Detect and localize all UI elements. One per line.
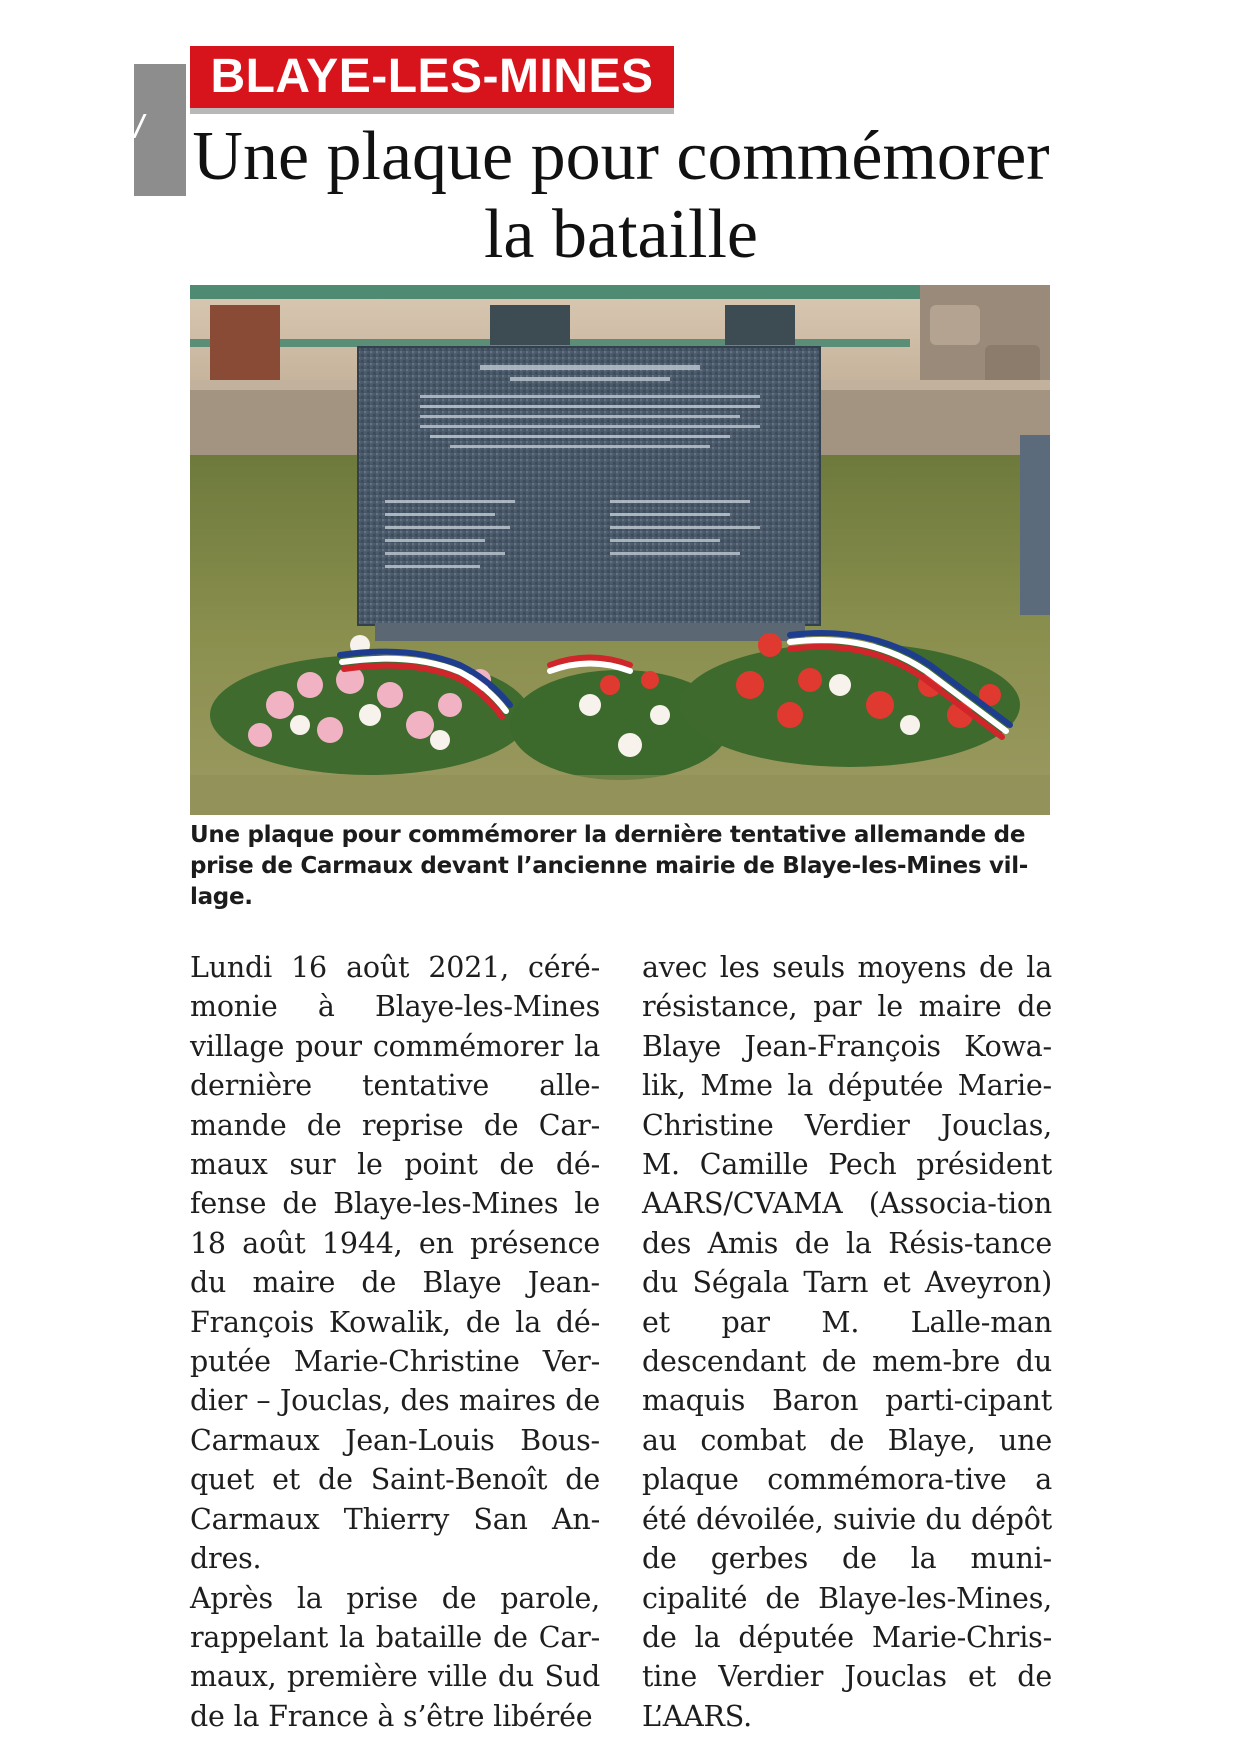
body-paragraph: Après la prise de parole, rappelant la bataille de Car-maux, première ville du Sud de la France à s’être libérée <box>190 1581 600 1733</box>
article-column-right <box>642 948 1052 1736</box>
tab-mark <box>132 114 154 138</box>
article-photo <box>190 285 1050 815</box>
body-paragraph: avec les seuls moyens de la résistance, par le maire de Blaye Jean-François Kowa-lik, Mme la députée Marie-Christine Verdier Jouclas, M. Camille Pech président AARS/CVAMA (Associa-tion des Amis de la Résis-tance du Ségala Tarn et Aveyron) et par M. Lalle-man descendant de mem-bre du maquis Baron parti-cipant au combat de Blaye, une plaque commémora-tive a été dévoilée, suivie du dépôt de gerbes de la muni-cipalité de Blaye-les-Mines, de la députée Marie-Chris-tine Verdier Jouclas et de L’AARS. <box>642 951 1052 1733</box>
section-tab-marker <box>134 64 186 196</box>
section-kicker <box>190 46 674 114</box>
body-paragraph: Lundi 16 août 2021, céré-monie à Blaye-les-Mines village pour commémorer la dernière tentative alle-mande de reprise de Car-maux sur le point de dé-fense de Blaye-les-Mines le 18 août 1944, en présence du maire de Blaye Jean-François Kowalik, de la dé-putée Marie-Christine Ver-dier – Jouclas, des maires de Carmaux Jean-Louis Bous-quet et de Saint-Benoît de Carmaux Thierry San An-dres. <box>190 951 600 1576</box>
article-column-left <box>190 948 600 1736</box>
article-headline: Une plaque pour commémorer la bataille <box>192 118 1050 273</box>
photo-caption: Une plaque pour commémorer la dernière tentative allemande de prise de Carmaux devant l’ancienne mairie de Blaye-les-Mines vil-lage. <box>190 822 1029 910</box>
kicker-label: BLAYE-LES-MINES <box>210 50 654 103</box>
